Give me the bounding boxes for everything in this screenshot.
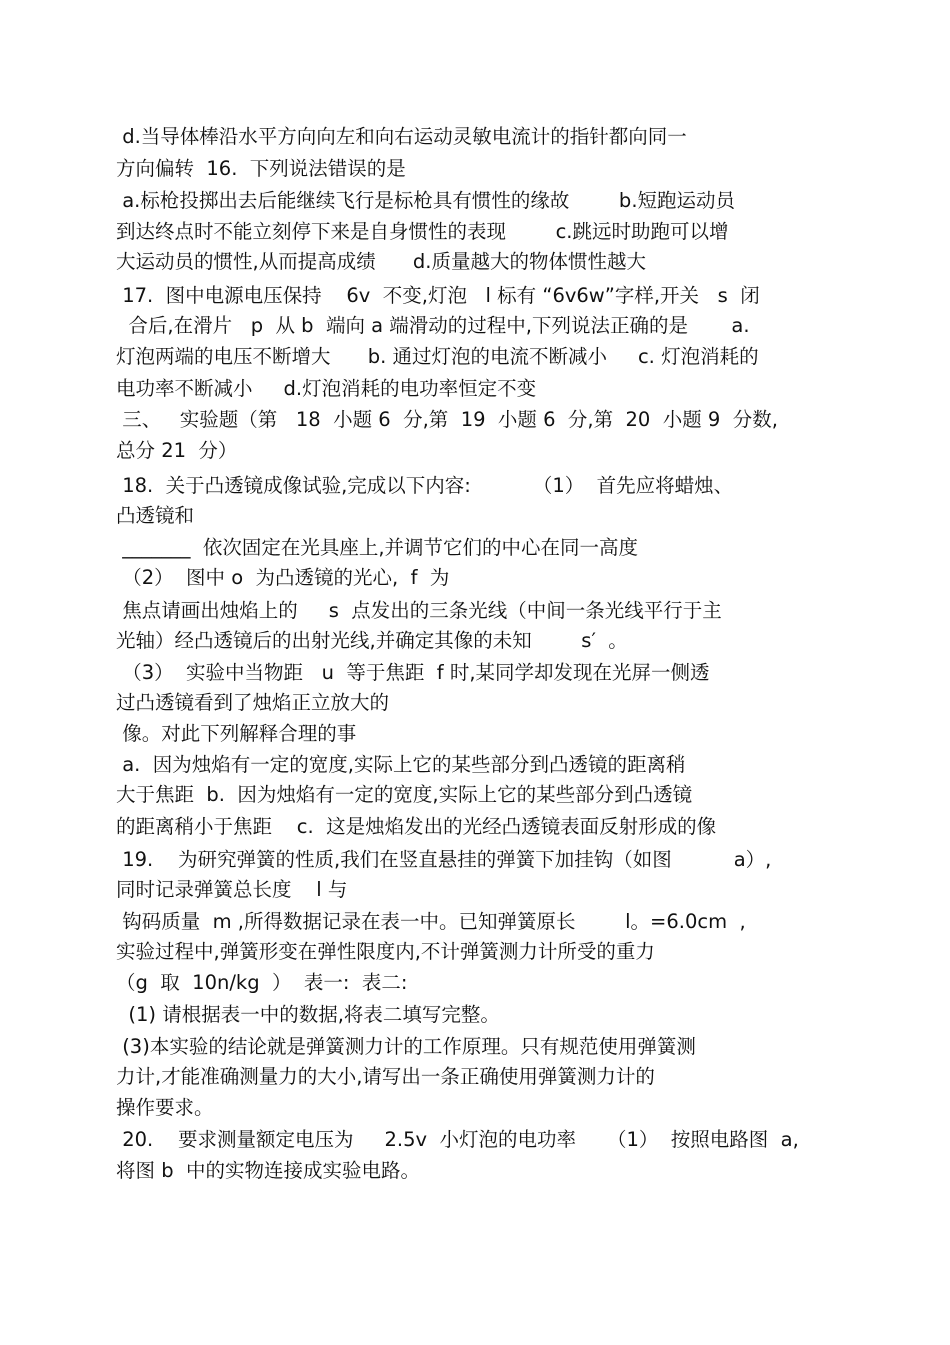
text-line: (3)本实验的结论就是弹簧测力计的工作原理。只有规范使用弹簧测 [116, 1035, 696, 1058]
text-line: 焦点请画出烛焰上的 s 点发出的三条光线（中间一条光线平行于主 [116, 599, 722, 622]
text-line: 合后,在滑片 p 从 b 端向 a 端滑动的过程中,下列说法正确的是 a. [116, 314, 750, 337]
text-line: 方向偏转 16. 下列说法错误的是 [116, 157, 406, 180]
text-line: a.标枪投掷出去后能继续飞行是标枪具有惯性的缘故 b.短跑运动员 [116, 189, 736, 212]
text-line: 三、 实验题（第 18 小题 6 分,第 19 小题 6 分,第 20 小题 9 分数, [116, 408, 778, 431]
text-line: 灯泡两端的电压不断增大 b. 通过灯泡的电流不断减小 c. 灯泡消耗的 [116, 345, 759, 368]
text-line: 实验过程中,弹簧形变在弹性限度内,不计弹簧测力计所受的重力 [116, 940, 655, 963]
text-line: 17. 图中电源电压保持 6v 不变,灯泡 l 标有 “6v6w”字样,开关 s 闭 [116, 284, 760, 307]
text-line: 电功率不断减小 d.灯泡消耗的电功率恒定不变 [116, 377, 537, 400]
text-line: 到达终点时不能立刻停下来是自身惯性的表现 c.跳远时助跑可以增 [116, 220, 729, 243]
text-line: 19. 为研究弹簧的性质,我们在竖直悬挂的弹簧下加挂钩（如图 a）, [116, 848, 772, 871]
text-line: 大于焦距 b. 因为烛焰有一定的宽度,实际上它的某些部分到凸透镜 [116, 783, 693, 806]
text-line: （3） 实验中当物距 u 等于焦距 f 时,某同学却发现在光屏一侧透 [116, 661, 710, 684]
text-line: 凸透镜和 [116, 504, 195, 527]
text-line: 的距离稍小于焦距 c. 这是烛焰发出的光经凸透镜表面反射形成的像 [116, 815, 717, 838]
text-line: 将图 b 中的实物连接成实验电路。 [116, 1159, 420, 1182]
text-line: 像。对此下列解释合理的事 [116, 722, 357, 745]
text-line: _______ 依次固定在光具座上,并调节它们的中心在同一高度 [116, 536, 639, 559]
text-line: 钩码质量 m ,所得数据记录在表一中。已知弹簧原长 l。=6.0cm , [116, 910, 746, 933]
text-line: 力计,才能准确测量力的大小,请写出一条正确使用弹簧测力计的 [116, 1065, 655, 1088]
text-line: d.当导体棒沿水平方向向左和向右运动灵敏电流计的指针都向同一 [116, 125, 687, 148]
text-line: 同时记录弹簧总长度 l 与 [116, 878, 348, 901]
text-line: 操作要求。 [116, 1096, 214, 1119]
text-line: 光轴）经凸透镜后的出射光线,并确定其像的未知 s′ 。 [116, 629, 628, 652]
text-line: 总分 21 分） [116, 439, 238, 462]
text-line: 大运动员的惯性,从而提高成绩 d.质量越大的物体惯性越大 [116, 250, 646, 273]
text-line: （2） 图中 o 为凸透镜的光心, f 为 [116, 566, 450, 589]
text-line: a. 因为烛焰有一定的宽度,实际上它的某些部分到凸透镜的距离稍 [116, 753, 686, 776]
text-line: 过凸透镜看到了烛焰正立放大的 [116, 691, 390, 714]
text-line: (1) 请根据表一中的数据,将表二填写完整。 [116, 1003, 500, 1026]
text-line: 18. 关于凸透镜成像试验,完成以下内容: （1） 首先应将蜡烛、 [116, 474, 734, 497]
text-line: 20. 要求测量额定电压为 2.5v 小灯泡的电功率 （1） 按照电路图 a, [116, 1128, 799, 1151]
text-line: （g 取 10n/kg ） 表一: 表二: [116, 971, 408, 994]
